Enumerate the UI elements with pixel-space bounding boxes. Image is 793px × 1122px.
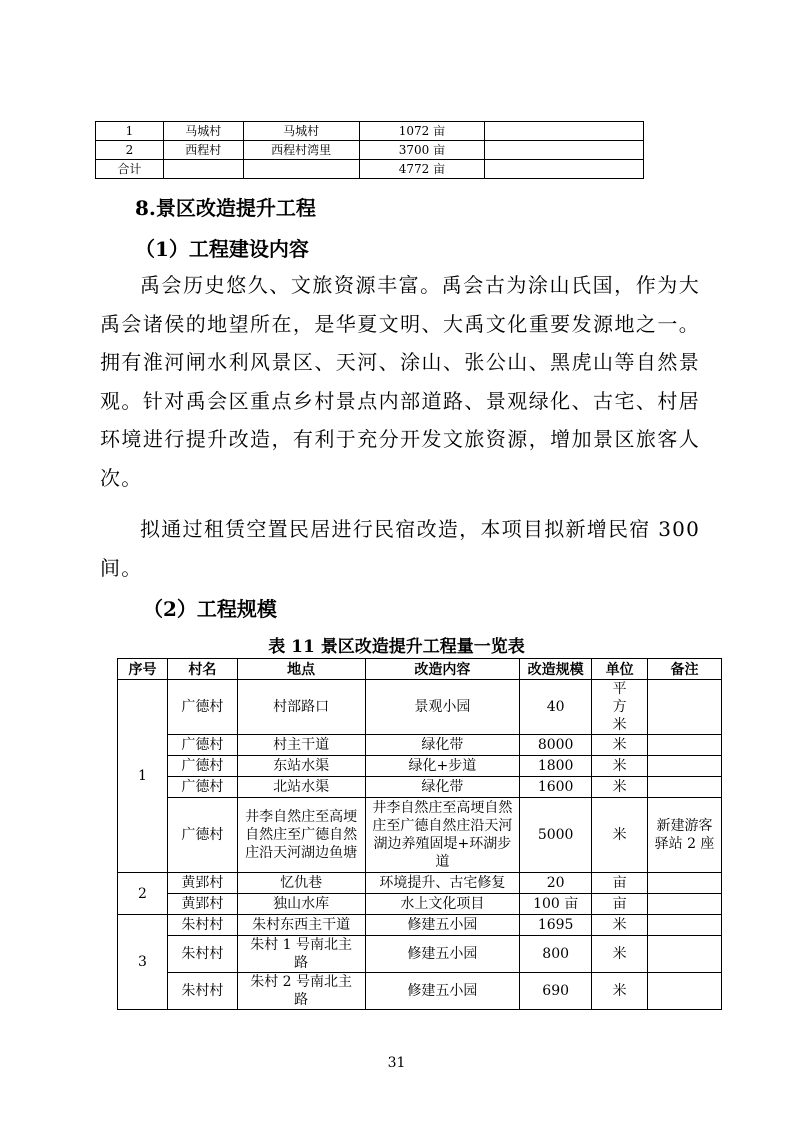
table-cell-village: 马城村: [163, 122, 243, 141]
table-cell-site: 朱村 1 号南北主路: [237, 936, 365, 973]
table-cell-village: 朱村村: [167, 973, 237, 1010]
table-cell-unit: 米: [592, 798, 648, 873]
table-cell-scale: 3700 亩: [359, 141, 485, 160]
table-cell-site: 马城村: [243, 122, 359, 141]
subsection-heading-scale: （2）工程规模: [143, 597, 277, 621]
table-row: [118, 936, 722, 973]
table-cell-site: 忆仇巷: [237, 873, 365, 894]
table-cell-unit: 米: [592, 915, 648, 936]
subsection-heading-content: （1）工程建设内容: [135, 237, 309, 261]
table-cell-content: 井李自然庄至高埂自然庄至广德自然庄沿天河湖边养殖固堤+环湖步道: [365, 798, 520, 873]
table-cell-unit: 米: [592, 735, 648, 756]
table-cell-unit: 米: [592, 936, 648, 973]
header-unit: 单位: [592, 659, 648, 680]
table-cell-note: 新建游客驿站 2 座: [648, 798, 722, 873]
table-cell-scale: 800: [520, 936, 592, 973]
table-cell-scale: 1072 亩: [359, 122, 485, 141]
table-cell-content: 水上文化项目: [365, 894, 520, 915]
header-content: 改造内容: [365, 659, 520, 680]
table-cell-group-no: 3: [118, 915, 168, 1010]
table-cell-unit: 亩: [592, 894, 648, 915]
table-cell-group-no: 1: [118, 680, 168, 873]
header-site: 地点: [237, 659, 365, 680]
table-cell-unit: 米: [592, 777, 648, 798]
table-cell-no: 1: [96, 122, 164, 141]
table-header-row: [118, 659, 722, 680]
table-cell-scale: 1800: [520, 756, 592, 777]
table-cell-content: 环境提升、古宅修复: [365, 873, 520, 894]
table-cell-village: [163, 160, 243, 179]
table-row: [118, 973, 722, 1010]
table-cell-site: 独山水库: [237, 894, 365, 915]
table-cell-village: 广德村: [167, 777, 237, 798]
table-cell-unit: 亩: [592, 873, 648, 894]
table-cell-note: [648, 873, 722, 894]
table-cell-unit: 平方米: [592, 680, 648, 735]
table-cell-village: 黄郢村: [167, 873, 237, 894]
table-cell-note: [485, 141, 644, 160]
table-cell-note: [648, 756, 722, 777]
table-row: [96, 141, 644, 160]
table-cell-site: 东站水渠: [237, 756, 365, 777]
table-cell-scale: 100 亩: [520, 894, 592, 915]
header-scale: 改造规模: [520, 659, 592, 680]
table-cell-content: 绿化+步道: [365, 756, 520, 777]
table-cell-scale: 4772 亩: [359, 160, 485, 179]
page-number: 31: [387, 1055, 406, 1071]
table-cell-no: 2: [96, 141, 164, 160]
body-paragraph: 拟通过租赁空置民居进行民宿改造，本项目拟新增民宿 300间。: [100, 517, 700, 580]
table-cell-note: [648, 936, 722, 973]
table-cell-site: 村主干道: [237, 735, 365, 756]
table-cell-village: 黄郢村: [167, 894, 237, 915]
table-row: [118, 735, 722, 756]
table-cell-village: 广德村: [167, 756, 237, 777]
table-cell-unit: 米: [592, 756, 648, 777]
table-cell-note: [648, 680, 722, 735]
table-cell-content: 修建五小园: [365, 915, 520, 936]
table-cell-scale: 690: [520, 973, 592, 1010]
table-cell-note: [485, 160, 644, 179]
table-cell-scale: 5000: [520, 798, 592, 873]
body-paragraph: 禹会历史悠久、文旅资源丰富。禹会古为涂山氏国，作为大禹会诸侯的地望所在，是华夏文明、大禹文化重要发源地之一。拥有淮河闸水利风景区、天河、涂山、张公山、黑虎山等自然景观。针对禹会区重点乡村景点内部道路、景观绿化、古宅、村居环境进行提升改造，有利于充分开发文旅资源，增加景区旅客人次。: [100, 273, 700, 490]
table-cell-note: [648, 973, 722, 1010]
table-row: [118, 894, 722, 915]
table-cell-site: 西程村湾里: [243, 141, 359, 160]
table-cell-scale: 20: [520, 873, 592, 894]
table-cell-unit: 米: [592, 973, 648, 1010]
table-row: [118, 756, 722, 777]
table-cell-village: 朱村村: [167, 915, 237, 936]
table-row-total: [96, 160, 644, 179]
table-row: [118, 680, 722, 735]
header-note: 备注: [648, 659, 722, 680]
section-heading: 8.景区改造提升工程: [135, 196, 316, 220]
table-cell-content: 修建五小园: [365, 936, 520, 973]
table-cell-note: [648, 735, 722, 756]
land-table: [95, 121, 644, 179]
table-cell-content: 绿化带: [365, 735, 520, 756]
table-cell-site: 朱村 2 号南北主路: [237, 973, 365, 1010]
table-cell-village: 西程村: [163, 141, 243, 160]
table-cell-group-no: 2: [118, 873, 168, 915]
table-cell-note: [648, 777, 722, 798]
table-cell-village: 广德村: [167, 798, 237, 873]
table-cell-scale: 1695: [520, 915, 592, 936]
table-row: [118, 915, 722, 936]
table-cell-site: [243, 160, 359, 179]
table-row: [118, 777, 722, 798]
scenic-upgrade-table: [117, 658, 722, 1010]
table-row: [96, 122, 644, 141]
table-cell-no: 合计: [96, 160, 164, 179]
header-village: 村名: [167, 659, 237, 680]
table-cell-scale: 8000: [520, 735, 592, 756]
table-cell-site: 北站水渠: [237, 777, 365, 798]
table-row: [118, 798, 722, 873]
table-caption: 表 11 景区改造提升工程量一览表: [268, 637, 525, 657]
table-row: [118, 873, 722, 894]
table-cell-village: 朱村村: [167, 936, 237, 973]
table-cell-note: [648, 915, 722, 936]
table-cell-scale: 40: [520, 680, 592, 735]
table-cell-note: [485, 122, 644, 141]
table-cell-site: 井李自然庄至高埂自然庄至广德自然庄沿天河湖边鱼塘: [237, 798, 365, 873]
table-cell-note: [648, 894, 722, 915]
table-cell-site: 朱村东西主干道: [237, 915, 365, 936]
table-cell-scale: 1600: [520, 777, 592, 798]
header-no: 序号: [118, 659, 168, 680]
table-cell-site: 村部路口: [237, 680, 365, 735]
table-cell-village: 广德村: [167, 680, 237, 735]
table-cell-content: 修建五小园: [365, 973, 520, 1010]
table-cell-village: 广德村: [167, 735, 237, 756]
table-cell-content: 绿化带: [365, 777, 520, 798]
table-cell-content: 景观小园: [365, 680, 520, 735]
